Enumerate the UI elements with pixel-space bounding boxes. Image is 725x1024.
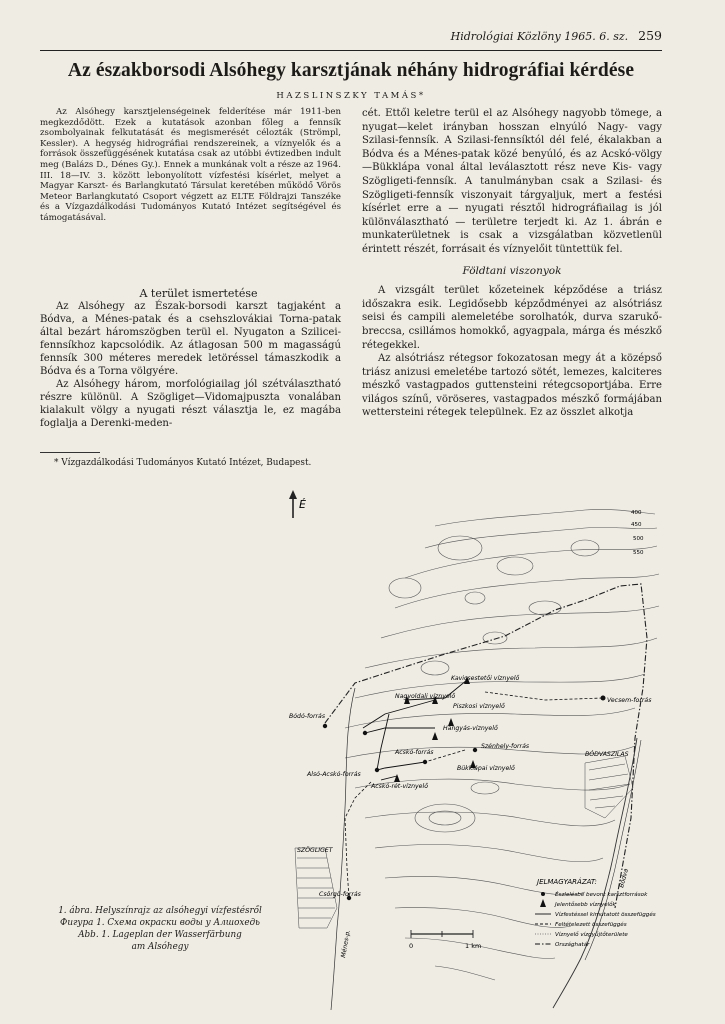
contour-label: 500	[633, 536, 644, 542]
left-column	[40, 287, 341, 430]
north-label: É	[299, 498, 306, 511]
assumed-connections	[345, 692, 603, 898]
legend-item: Vízfestéssel kimutatott összefüggés	[555, 912, 656, 918]
label-kavicsos: Kavicsestetői víznyelő	[451, 675, 520, 682]
intro-column	[40, 107, 341, 224]
journal-name: Hidrológiai Közlöny 1965. 6. sz.	[450, 30, 629, 43]
scale-bar	[409, 930, 481, 950]
article-title: Az északborsodi Alsóhegy karsztjának néhány hidrográfiai kérdése	[67, 60, 635, 81]
label-nagyoldali: Nagyoldali víznyelő	[395, 693, 456, 700]
legend-item: Feltételezett összefüggés	[555, 922, 627, 928]
legend-item: Víznyelő vízgyűjtőterülete	[555, 932, 628, 938]
page-number: 259	[638, 28, 662, 43]
author: HAZSLINSZKY TAMÁS*	[276, 91, 426, 101]
caption-ru: Фигура 1. Схема окраски воды у Алшохедь	[60, 918, 260, 928]
figure-caption	[50, 905, 270, 953]
contour-label: 550	[633, 550, 644, 556]
location-map	[285, 488, 667, 1014]
label-szogliget: SZÖGLIGET	[297, 847, 333, 854]
legend-item: Észlelésbe bevont karsztforrások	[555, 892, 648, 898]
paragraph: cét. Ettől keletre terül el az Alsóhegy nagyobb tömege, a nyugat—kelet irányban hosszan elnyúló Nagy- vagy Szilasi-fennsík. A Szilasi-fennsíktól dél felé, ékalakban a Bódva és a Ménes-patak közé benyúló, és az Acskó-völgy—Bükklápa vonal által leválasztott rész neve Kis- vagy Szögligeti-fennsík. A tanulmányban csak a Szilasi- és Szögligeti-fennsík viszonyait tárgyaljuk, mert a festési kísérlet erre a — nyugati résztől hidrográfiailag is jól különválasztható — területre terjedt ki. Az 1. ábrán e munkaterületnek is csak a vizsgálatban közvetlenül érintett részét, forrásait és víznyelőit tüntettük fel.	[362, 108, 662, 255]
menes-brook	[331, 688, 355, 1010]
right-column	[362, 107, 662, 420]
legend-title: JELMAGYARÁZAT:	[537, 878, 597, 886]
contour-label: 400	[631, 510, 642, 516]
label-bukklapai: Bükklápai víznyelő	[457, 765, 515, 772]
footnote: * Vízgazdálkodási Tudományos Kutató Intézet, Budapest.	[54, 458, 312, 468]
legend-item: Országhatár	[555, 942, 590, 948]
header-rule	[40, 50, 662, 51]
map-legend	[535, 877, 656, 948]
label-menes: Ménes-p.	[340, 929, 352, 959]
bodvaszilas-settlement	[585, 756, 633, 818]
label-szenhely: Szénhely-forrás	[481, 743, 530, 750]
caption-hu: 1. ábra. Helyszínrajz az alsóhegyi vízfestésről	[58, 906, 262, 916]
legend-sinkhole-icon	[540, 899, 546, 907]
label-piszkosi: Piszkosi víznyelő	[453, 703, 505, 710]
legend-item: Jelentősebb víznyelők	[555, 902, 616, 908]
label-vecsem: Vecsem-forrás	[607, 697, 652, 704]
label-retes: Acskó-rét-víznyelő	[371, 783, 428, 790]
label-csorgo: Csörgő-forrás	[319, 891, 361, 898]
paragraph: Az alsótriász rétegsor fokozatosan megy át a középső triász anizusi emeletébe tartozó sötét, lemezes, kalciteres mészkő vastagpados guttensteini rétegcsoportjába. Erre világos színű, vöröseres, vastagpados mészkő formájában wettersteini rétegek települnek. Ez az összlet alkotja	[362, 353, 662, 419]
scale-km: 1 km	[465, 942, 482, 950]
paragraph: Az Alsóhegy három, morfológiailag jól szétválasztható részre különül. A Szögliget—Vidomajpuszta vonalában kialakult völgy a nyugati részt választja le, ez magába foglalja a Derenki-meden-	[40, 379, 341, 429]
label-also-acsko: Alsó-Acskó-forrás	[307, 771, 361, 778]
scale-zero: 0	[409, 942, 414, 950]
label-hangyas: Hangyás-víznyelő	[443, 725, 498, 732]
legend-spring-icon	[541, 892, 545, 896]
section-title-terulet: A terület ismertetése	[139, 287, 258, 300]
caption-de-2: am Alsóhegy	[131, 942, 189, 952]
paragraph: A vizsgált terület kőzeteinek képződése a triász időszakra esik. Legidősebb képződményei az alsótriász seisi és campili alemeletébe sorolhatók, durva szarukő-breccsa, csillámos homokkő, agyagpala, márga és mészkő rétegekkel.	[362, 285, 662, 351]
label-bodvaszilas: BÓDVASZILAS	[585, 751, 629, 758]
contour-label: 450	[631, 522, 642, 528]
footnote-rule	[40, 452, 100, 453]
label-bodva: Bódva	[618, 867, 630, 889]
paragraph: Az Alsóhegy az Észak-borsodi karszt tagjaként a Bódva, a Ménes-patak és a csehszlovákiai Torna-patak által bezárt háromszögben terül el. Nyugaton a Szilicei-fennsíkhoz kapcsolódik. Az átlagosan 500 m magasságú fennsík 300 méteres meredek letöréssel támaszkodik a Bódva és a Torna völgyére.	[40, 301, 341, 377]
north-arrow-icon	[289, 490, 297, 518]
caption-de: Abb. 1. Lageplan der Wasserfärbung	[78, 930, 242, 940]
running-head	[400, 28, 662, 43]
label-acsko: Acskó-forrás	[395, 749, 434, 756]
label-bodo: Bódó-forrás	[289, 713, 326, 720]
szogliget-settlement	[295, 848, 337, 928]
intro-paragraph: Az Alsóhegy karsztjelenségeinek felderítése már 1911-ben megkezdődött. Ezek a kutatások azonban főleg a fennsík zsombolyainak felkutatását és megismerését célozták (Strömpl, Kessler). A hegység hidrográfiai rendszereinek, a víznyelők és a források összefüggésének kutatása csak az utóbbi évtizedben indult meg (Balázs D., Dénes Gy.). Ennek a munkának volt a része az 1964. III. 18—IV. 3. között lebonyolított vízfestési kísérlet, melyet a Magyar Karszt- és Barlangkutató Társulat keretében működő Vörös Meteor Barlangkutató Csoport végzett az ELTE Földrajzi Tanszéke és a Vízgazdálkodási Tudományos Kutató Intézet segítségével és támogatásával.	[40, 107, 341, 223]
section-title-foldtani: Földtani viszonyok	[462, 264, 562, 277]
